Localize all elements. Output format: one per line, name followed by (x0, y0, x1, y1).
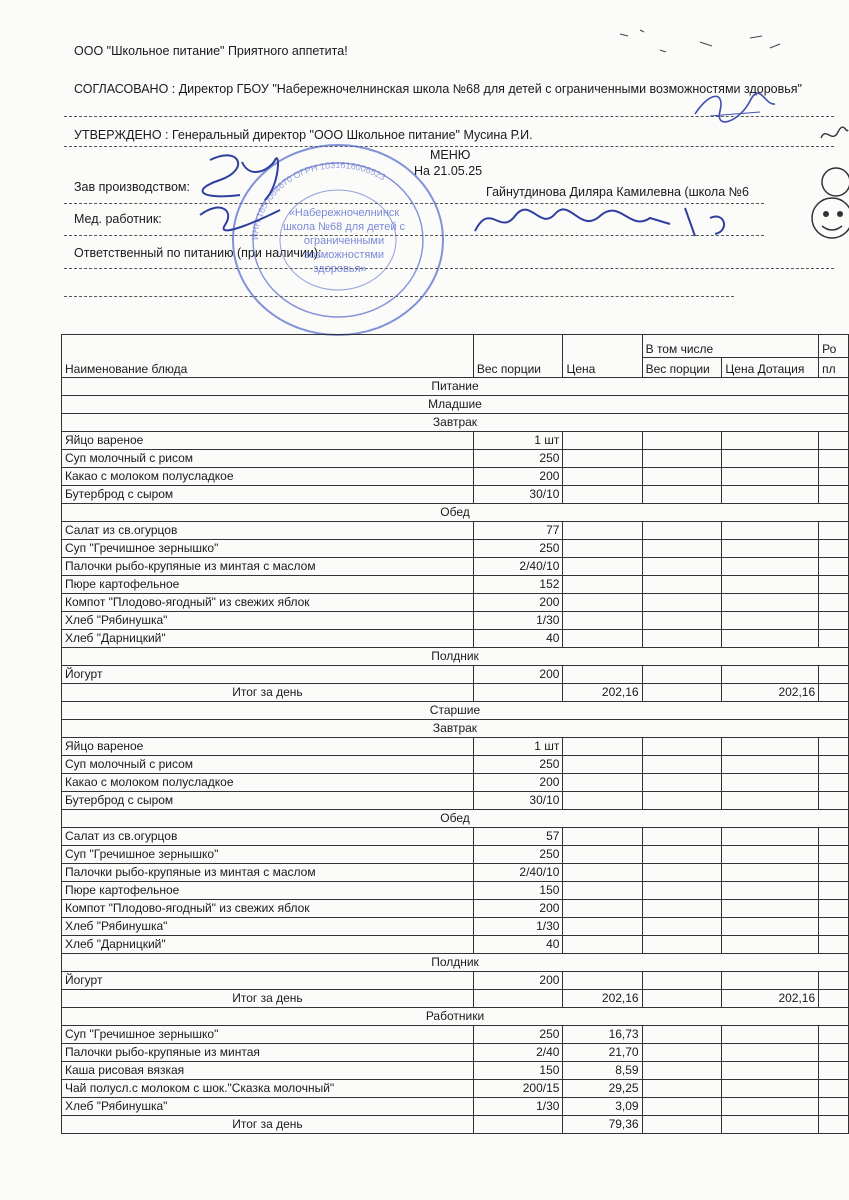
incl-price (722, 792, 819, 810)
extra-cell (819, 792, 849, 810)
extra-cell (819, 576, 849, 594)
dish-name: Салат из св.огурцов (62, 522, 474, 540)
table-row (62, 738, 849, 756)
total-subsidy: 202,16 (722, 684, 819, 702)
incl-price (722, 540, 819, 558)
section-row (62, 648, 849, 666)
price (563, 612, 642, 630)
dish-name: Какао с молоком полусладкое (62, 468, 474, 486)
price: 3,09 (563, 1098, 642, 1116)
section-row (62, 414, 849, 432)
price (563, 756, 642, 774)
stamp-line: здоровья» (313, 263, 367, 275)
extra-cell (819, 684, 849, 702)
portion-weight (473, 990, 563, 1008)
table-row (62, 882, 849, 900)
portion-weight: 1 шт (473, 432, 563, 450)
extra-cell (819, 630, 849, 648)
table-row (62, 594, 849, 612)
table-row (62, 630, 849, 648)
section-label: Обед (62, 810, 849, 828)
dish-name: Суп "Гречишное зернышко" (62, 846, 474, 864)
portion-weight (473, 1116, 563, 1134)
total-label: Итог за день (62, 684, 474, 702)
section-label: Полдник (62, 954, 849, 972)
incl-weight (642, 1026, 722, 1044)
portion-weight: 57 (473, 828, 563, 846)
incl-weight (642, 432, 722, 450)
extra-cell (819, 540, 849, 558)
dish-name: Суп молочный с рисом (62, 450, 474, 468)
price (563, 828, 642, 846)
table-row (62, 756, 849, 774)
price (563, 792, 642, 810)
portion-weight: 200 (473, 900, 563, 918)
section-row (62, 954, 849, 972)
table-row (62, 432, 849, 450)
extra-cell (819, 432, 849, 450)
incl-price (722, 972, 819, 990)
dish-name: Йогурт (62, 666, 474, 684)
section-row (62, 1008, 849, 1026)
incl-weight (642, 774, 722, 792)
extra-cell (819, 738, 849, 756)
dish-name: Яйцо вареное (62, 432, 474, 450)
column-header-incl-price: Цена Дотация (722, 357, 819, 377)
extra-cell (819, 846, 849, 864)
price (563, 540, 642, 558)
scan-noise (600, 20, 800, 60)
incl-weight (642, 576, 722, 594)
incl-weight (642, 828, 722, 846)
dish-name: Бутерброд с сыром (62, 792, 474, 810)
dish-name: Палочки рыбо-крупяные из минтая с маслом (62, 864, 474, 882)
table-row (62, 486, 849, 504)
stamp-line: возможностями (303, 249, 385, 261)
approved-line: УТВЕРЖДЕНО : Генеральный директор "ООО Школьное питание" Мусина Р.И. (74, 128, 533, 142)
section-label: Старшие (62, 702, 849, 720)
price (563, 864, 642, 882)
extra-cell (819, 774, 849, 792)
director-signature (690, 86, 780, 126)
section-label: Младшие (62, 396, 849, 414)
section-label: Работники (62, 1008, 849, 1026)
incl-weight (642, 558, 722, 576)
price (563, 486, 642, 504)
total-subsidy: 202,16 (722, 990, 819, 1008)
price (563, 936, 642, 954)
incl-price (722, 612, 819, 630)
extra-cell (819, 1080, 849, 1098)
column-header-weight: Вес порции (473, 335, 563, 378)
section-row (62, 396, 849, 414)
incl-price (722, 486, 819, 504)
dish-name: Палочки рыбо-крупяные из минтая с маслом (62, 558, 474, 576)
incl-weight (642, 594, 722, 612)
section-row (62, 504, 849, 522)
portion-weight: 200 (473, 594, 563, 612)
extra-cell (819, 918, 849, 936)
extra-cell (819, 936, 849, 954)
total-row (62, 990, 849, 1008)
incl-price (722, 432, 819, 450)
portion-weight: 200 (473, 666, 563, 684)
dish-name: Суп молочный с рисом (62, 756, 474, 774)
column-header-price: Цена (563, 335, 642, 378)
table-row (62, 522, 849, 540)
incl-weight (642, 1116, 722, 1134)
price (563, 774, 642, 792)
incl-weight (642, 1062, 722, 1080)
incl-weight (642, 1098, 722, 1116)
medical-worker-label: Мед. работник: (74, 212, 162, 226)
incl-price (722, 666, 819, 684)
table-row (62, 540, 849, 558)
portion-weight: 30/10 (473, 486, 563, 504)
extra-cell (819, 522, 849, 540)
portion-weight: 250 (473, 540, 563, 558)
price: 16,73 (563, 1026, 642, 1044)
dish-name: Яйцо вареное (62, 738, 474, 756)
total-row (62, 1116, 849, 1134)
price (563, 432, 642, 450)
price (563, 468, 642, 486)
menu-title: МЕНЮ (430, 148, 471, 162)
incl-weight (642, 792, 722, 810)
signature-fragment (818, 120, 849, 150)
extra-cell (819, 828, 849, 846)
incl-weight (642, 972, 722, 990)
dish-name: Палочки рыбо-крупяные из минтая (62, 1044, 474, 1062)
table-row (62, 846, 849, 864)
dish-name: Каша рисовая вязкая (62, 1062, 474, 1080)
dish-name: Салат из св.огурцов (62, 828, 474, 846)
extra-cell (819, 756, 849, 774)
incl-price (722, 450, 819, 468)
table-row (62, 774, 849, 792)
portion-weight: 250 (473, 756, 563, 774)
extra-cell (819, 1062, 849, 1080)
extra-cell (819, 486, 849, 504)
stamp-ring-text: ИНН 1650064670 ОГРН 1031616006523 (249, 159, 388, 241)
section-label: Завтрак (62, 720, 849, 738)
incl-weight (642, 900, 722, 918)
portion-weight: 1/30 (473, 612, 563, 630)
agreed-line: СОГЛАСОВАНО : Директор ГБОУ "Набережночелнинская школа №68 для детей с ограниченными возможностями здоровья" (74, 82, 802, 96)
extra-cell (819, 1098, 849, 1116)
incl-weight (642, 738, 722, 756)
incl-price (722, 522, 819, 540)
incl-price (722, 576, 819, 594)
table-row (62, 828, 849, 846)
column-header-dish: Наименование блюда (62, 335, 474, 378)
table-row (62, 1080, 849, 1098)
menu-date: На 21.05.25 (414, 164, 483, 178)
table-row (62, 468, 849, 486)
dish-name: Чай полусл.с молоком с шок."Сказка молочный" (62, 1080, 474, 1098)
table-row (62, 792, 849, 810)
portion-weight: 250 (473, 846, 563, 864)
divider (64, 268, 834, 269)
extra-cell (819, 1116, 849, 1134)
price (563, 450, 642, 468)
responsible-label: Ответственный по питанию (при наличии): (74, 246, 322, 260)
incl-price (722, 936, 819, 954)
incl-weight (642, 684, 722, 702)
incl-weight (642, 756, 722, 774)
column-header-extra: Ро (819, 335, 849, 358)
price (563, 594, 642, 612)
incl-price (722, 900, 819, 918)
portion-weight: 200/15 (473, 1080, 563, 1098)
table-row (62, 576, 849, 594)
price (563, 900, 642, 918)
dish-name: Компот "Плодово-ягодный" из свежих яблок (62, 594, 474, 612)
portion-weight: 150 (473, 882, 563, 900)
table-row (62, 1026, 849, 1044)
table-row (62, 900, 849, 918)
total-price: 79,36 (563, 1116, 642, 1134)
column-header-incl-weight: Вес порции (642, 357, 722, 377)
section-label: Полдник (62, 648, 849, 666)
price (563, 846, 642, 864)
incl-price (722, 738, 819, 756)
total-row (62, 684, 849, 702)
portion-weight: 2/40 (473, 1044, 563, 1062)
portion-weight: 40 (473, 630, 563, 648)
stamp-line: «Набережночелнинск (288, 207, 400, 219)
section-row (62, 720, 849, 738)
portion-weight: 152 (473, 576, 563, 594)
incl-weight (642, 450, 722, 468)
incl-weight (642, 990, 722, 1008)
total-price: 202,16 (563, 990, 642, 1008)
price (563, 738, 642, 756)
incl-weight (642, 666, 722, 684)
portion-weight: 1/30 (473, 1098, 563, 1116)
section-row (62, 810, 849, 828)
extra-cell (819, 1026, 849, 1044)
section-label: Завтрак (62, 414, 849, 432)
incl-price (722, 1026, 819, 1044)
price (563, 972, 642, 990)
production-signature (180, 140, 300, 250)
extra-cell (819, 594, 849, 612)
dish-name: Хлеб "Дарницкий" (62, 630, 474, 648)
price (563, 666, 642, 684)
price (563, 882, 642, 900)
incl-price (722, 594, 819, 612)
dish-name: Хлеб "Рябинушка" (62, 1098, 474, 1116)
table-row (62, 1044, 849, 1062)
extra-cell (819, 468, 849, 486)
incl-weight (642, 918, 722, 936)
portion-weight: 2/40/10 (473, 864, 563, 882)
table-row (62, 918, 849, 936)
dish-name: Какао с молоком полусладкое (62, 774, 474, 792)
portion-weight: 250 (473, 450, 563, 468)
incl-weight (642, 486, 722, 504)
incl-price (722, 882, 819, 900)
portion-weight: 2/40/10 (473, 558, 563, 576)
extra-cell (819, 990, 849, 1008)
medical-signature (470, 196, 770, 246)
portion-weight (473, 684, 563, 702)
incl-price (722, 1098, 819, 1116)
extra-cell (819, 1044, 849, 1062)
extra-cell (819, 972, 849, 990)
dish-name: Хлеб "Рябинушка" (62, 612, 474, 630)
price: 29,25 (563, 1080, 642, 1098)
extra-cell (819, 450, 849, 468)
dish-name: Хлеб "Рябинушка" (62, 918, 474, 936)
price (563, 630, 642, 648)
dish-name: Суп "Гречишное зернышко" (62, 1026, 474, 1044)
extra-cell (819, 666, 849, 684)
extra-cell (819, 882, 849, 900)
incl-weight (642, 936, 722, 954)
table-row (62, 936, 849, 954)
dish-name: Йогурт (62, 972, 474, 990)
stamp-line: ограниченными (303, 235, 385, 247)
incl-price (722, 828, 819, 846)
column-header-including: В том числе (642, 335, 819, 358)
extra-cell (819, 558, 849, 576)
total-price: 202,16 (563, 684, 642, 702)
price (563, 522, 642, 540)
dish-name: Хлеб "Дарницкий" (62, 936, 474, 954)
incl-price (722, 846, 819, 864)
total-label: Итог за день (62, 990, 474, 1008)
table-row (62, 864, 849, 882)
incl-weight (642, 846, 722, 864)
price (563, 576, 642, 594)
incl-price (722, 1044, 819, 1062)
incl-price (722, 1080, 819, 1098)
incl-weight (642, 540, 722, 558)
incl-weight (642, 468, 722, 486)
portion-weight: 250 (473, 1026, 563, 1044)
stamp-line: школа №68 для детей с (282, 221, 406, 233)
portion-weight: 200 (473, 972, 563, 990)
section-label: Обед (62, 504, 849, 522)
table-row (62, 558, 849, 576)
extra-cell (819, 612, 849, 630)
portion-weight: 77 (473, 522, 563, 540)
dish-name: Пюре картофельное (62, 576, 474, 594)
dish-name: Суп "Гречишное зернышко" (62, 540, 474, 558)
incl-price (722, 774, 819, 792)
portion-weight: 40 (473, 936, 563, 954)
dish-name: Пюре картофельное (62, 882, 474, 900)
chef-logo (796, 160, 849, 260)
incl-weight (642, 1044, 722, 1062)
section-row (62, 702, 849, 720)
portion-weight: 200 (473, 774, 563, 792)
price: 8,59 (563, 1062, 642, 1080)
section-row (62, 378, 849, 396)
incl-price (722, 468, 819, 486)
table-row (62, 612, 849, 630)
incl-weight (642, 882, 722, 900)
price (563, 558, 642, 576)
incl-weight (642, 522, 722, 540)
portion-weight: 30/10 (473, 792, 563, 810)
incl-price (722, 864, 819, 882)
production-manager-name: Гайнутдинова Диляра Камилевна (школа №6 (486, 185, 749, 199)
incl-price (722, 630, 819, 648)
portion-weight: 200 (473, 468, 563, 486)
incl-weight (642, 864, 722, 882)
extra-cell (819, 864, 849, 882)
menu-table (61, 334, 849, 1134)
incl-price (722, 756, 819, 774)
table-row (62, 450, 849, 468)
incl-price (722, 558, 819, 576)
production-manager-label: Зав производством: (74, 180, 190, 194)
total-label: Итог за день (62, 1116, 474, 1134)
table-row (62, 1098, 849, 1116)
table-row (62, 1062, 849, 1080)
incl-price (722, 1062, 819, 1080)
incl-weight (642, 1080, 722, 1098)
portion-weight: 1/30 (473, 918, 563, 936)
incl-weight (642, 630, 722, 648)
incl-price (722, 918, 819, 936)
dish-name: Компот "Плодово-ягодный" из свежих яблок (62, 900, 474, 918)
portion-weight: 150 (473, 1062, 563, 1080)
dish-name: Бутерброд с сыром (62, 486, 474, 504)
price (563, 918, 642, 936)
portion-weight: 1 шт (473, 738, 563, 756)
table-row (62, 666, 849, 684)
extra-cell (819, 900, 849, 918)
table-row (62, 972, 849, 990)
section-label: Питание (62, 378, 849, 396)
total-subsidy (722, 1116, 819, 1134)
incl-weight (642, 612, 722, 630)
price: 21,70 (563, 1044, 642, 1062)
column-header-extra-sub: пл (819, 357, 849, 377)
organization-line: ООО "Школьное питание" Приятного аппетита! (74, 44, 348, 58)
